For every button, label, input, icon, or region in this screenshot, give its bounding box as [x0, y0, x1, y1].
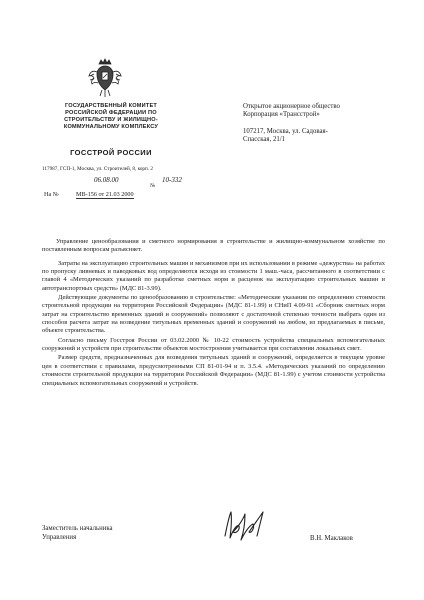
- position-line: Управления: [42, 533, 77, 541]
- reply-ref: МВ-156 от 21.03 2000: [76, 191, 134, 198]
- recipient-org: Корпорация «Трансстрой»: [243, 111, 320, 119]
- letter-date: 06.08.00: [94, 176, 119, 184]
- agency-name: ГОССТРОЙ РОССИИ: [70, 148, 152, 157]
- reply-label: На №: [44, 191, 59, 198]
- ministry-line: СТРОИТЕЛЬСТВУ И ЖИЛИЩНО-: [64, 117, 158, 123]
- signer-name: В.Н. Маклаков: [310, 535, 353, 542]
- handwritten-signature: [219, 506, 269, 544]
- number-label: №: [150, 183, 156, 189]
- russian-coat-of-arms-icon: [88, 58, 122, 98]
- letter-number: 10-332: [162, 176, 182, 184]
- body-paragraph: Размер средств, предназначенных для возведения титульных зданий и сооружений, определяется в текущем уровне цен в соответствии с правилами, предусмотренными СП 81-01-94 и п. 3.5.4. «Методических указаний по определению стоимости строительной продукции на территории Российской Федерации» (МДС 81-1.99) с учетом стоимости устройства специальных вспомогательных сооружений и устройств.: [42, 354, 385, 387]
- ministry-line: ГОСУДАРСТВЕННЫЙ КОМИТЕТ: [64, 103, 158, 109]
- ministry-name: [56, 103, 166, 131]
- body-paragraph: Затраты на эксплуатацию строительных машин и механизмов при их использовании в режиме «дежурства» на работах по пропуску ливневых и паводковых вод определяются исходя из стоимости 1 маш.-часа, рассчитанного в соответствии с главой 4 «Методических указаний по разработке сметных норм и расценок на эксплуатацию строительных машин и автотранспортных средств» (МДС 81-3.99).: [42, 259, 385, 292]
- body-paragraph: Управление ценообразования и сметного нормирования в строительстве и жилищно-коммунальном хозяйстве по поставленным вопросам разъясняет.: [42, 238, 385, 254]
- recipient-address: Спасская, 21/1: [243, 136, 286, 144]
- letter-body: [42, 238, 385, 389]
- registration-line: [44, 176, 214, 189]
- body-paragraph: Согласно письму Госстроя России от 03.02.2000 № 10-22 стоимость устройства специальных вспомогательных сооружений и устройств при строительстве объектов мостостроения учитывается при составлении локальных смет.: [42, 336, 385, 353]
- signer-position: [42, 525, 113, 542]
- position-line: Заместитель начальника: [42, 525, 113, 532]
- recipient-address: 107217, Москва, ул. Садовая-: [243, 127, 328, 135]
- body-paragraph: Действующие документы по ценообразованию в строительстве: «Методические указания по определению стоимости строительной продукции на территории Российской Федерации» (МДС 81-1.99) и СНиП 4.09-91 «Сборник сметных норм затрат на строительство временных зданий и сооружений» позволяют с достаточной степенью точности выбрать один из способов расчета затрат на возведение титульных временных зданий и сооружений на любом, из предлагаемых в письме, объекте строительства.: [42, 294, 385, 335]
- ministry-line: КОММУНАЛЬНОМУ КОМПЛЕКСУ: [63, 124, 159, 130]
- agency-address: 117987, ГСП-1, Москва, ул. Строителей, 8, корп. 2: [42, 166, 153, 172]
- recipient-org: Открытое акционерное общество: [243, 103, 340, 110]
- recipient-block: [243, 103, 403, 145]
- ministry-line: РОССИЙСКОЙ ФЕДЕРАЦИИ ПО: [65, 110, 157, 116]
- reply-reference: [44, 191, 214, 199]
